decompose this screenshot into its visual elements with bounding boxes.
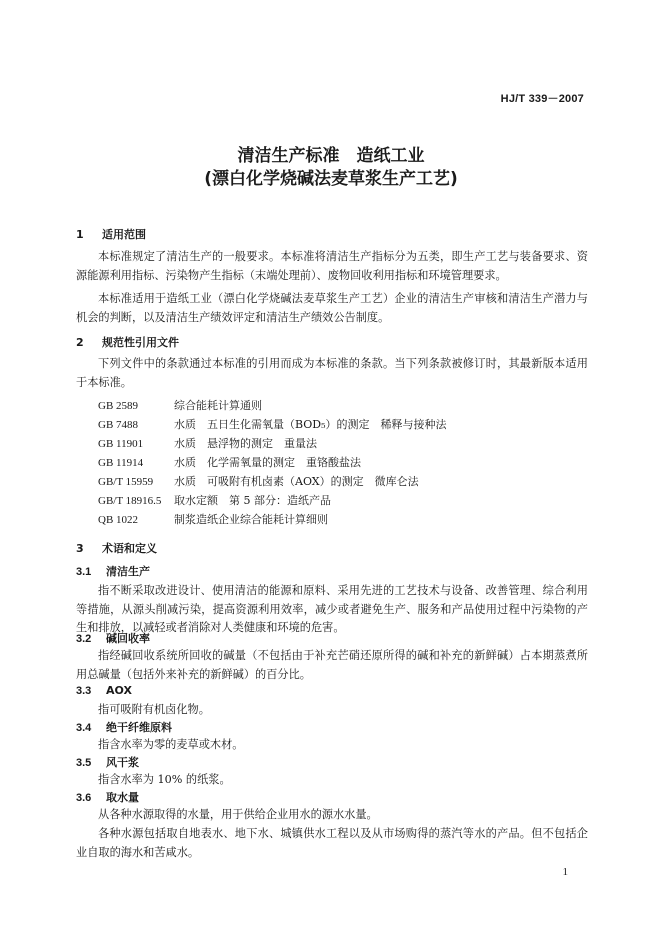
subsection-number: 3.3 bbox=[76, 685, 92, 697]
subsection-title: 取水量 bbox=[106, 791, 139, 804]
subsection-title: 碱回收率 bbox=[106, 632, 150, 645]
subsection-heading bbox=[76, 563, 150, 579]
subsection-text: 指可吸附有机卤化物。 bbox=[98, 703, 210, 716]
subsection-number: 3.6 bbox=[76, 792, 92, 804]
reference-title: 综合能耗计算通则 bbox=[174, 399, 262, 412]
reference-title: 水质 五日生化需氧量（BOD₅）的测定 稀释与接种法 bbox=[174, 418, 447, 431]
section-title: 规范性引用文件 bbox=[102, 336, 179, 349]
reference-item bbox=[98, 511, 328, 527]
subsection-number: 3.2 bbox=[76, 633, 92, 645]
document-subtitle: (漂白化学烧碱法麦草浆生产工艺) bbox=[204, 169, 458, 189]
section-title: 适用范围 bbox=[102, 228, 146, 241]
section-1-paragraph-1: 本标准规定了清洁生产的一般要求。本标准将清洁生产指标分为五类，即生产工艺与装备要求、资源能源利用指标、污染物产生指标（末端处理前）、废物回收利用指标和环境管理要求。 bbox=[76, 250, 588, 282]
section-3-heading bbox=[76, 540, 157, 556]
reference-item bbox=[98, 435, 317, 451]
reference-code: GB 11901 bbox=[98, 438, 144, 450]
section-number: 1 bbox=[76, 228, 84, 241]
subsection-title: 清洁生产 bbox=[106, 565, 150, 578]
reference-item bbox=[98, 416, 447, 432]
reference-title: 水质 可吸附有机卤素（AOX）的测定 微库仑法 bbox=[174, 475, 419, 488]
reference-item bbox=[98, 397, 262, 413]
section-number: 3 bbox=[76, 542, 84, 555]
section-2-heading bbox=[76, 334, 179, 350]
standard-number: HJ/T 339－2007 bbox=[500, 93, 584, 105]
subsection-number: 3.4 bbox=[76, 722, 92, 734]
subsection-text: 从各种水源取得的水量，用于供给企业用水的源水水量。 bbox=[98, 808, 378, 821]
reference-code: GB 11914 bbox=[98, 457, 144, 469]
section-2-paragraph-1: 下列文件中的条款通过本标准的引用而成为本标准的条款。当下列条款被修订时，其最新版本适用于本标准。 bbox=[76, 357, 588, 389]
section-1-paragraph-2: 本标准适用于造纸工业（漂白化学烧碱法麦草浆生产工艺）企业的清洁生产审核和清洁生产潜力与机会的判断，以及清洁生产绩效评定和清洁生产绩效公告制度。 bbox=[76, 292, 588, 324]
subsection-heading bbox=[76, 754, 139, 770]
reference-code: GB/T 15959 bbox=[98, 476, 154, 488]
subsection-title: AOX bbox=[106, 684, 132, 697]
reference-title: 水质 化学需氧量的测定 重铬酸盐法 bbox=[174, 456, 361, 469]
subsection-text: 各种水源包括取自地表水、地下水、城镇供水工程以及从市场购得的蒸汽等水的产品。但不包括企业自取的海水和苦咸水。 bbox=[76, 827, 588, 859]
subsection-number: 3.1 bbox=[76, 566, 92, 578]
subsection-number: 3.5 bbox=[76, 757, 92, 769]
section-number: 2 bbox=[76, 336, 84, 349]
reference-code: GB 7488 bbox=[98, 419, 139, 431]
reference-code: QB 1022 bbox=[98, 514, 139, 526]
reference-code: GB/T 18916.5 bbox=[98, 495, 162, 507]
reference-item bbox=[98, 473, 419, 489]
page-number: 1 bbox=[562, 866, 568, 878]
reference-title: 制浆造纸企业综合能耗计算细则 bbox=[174, 513, 328, 526]
reference-code: GB 2589 bbox=[98, 400, 139, 412]
reference-item bbox=[98, 492, 331, 508]
subsection-text: 指含水率为 10% 的纸浆。 bbox=[98, 773, 231, 786]
subsection-heading bbox=[76, 684, 132, 697]
subsection-text: 指含水率为零的麦草或木材。 bbox=[98, 738, 244, 751]
reference-title: 取水定额 第 5 部分：造纸产品 bbox=[174, 494, 331, 507]
subsection-text: 指不断采取改进设计、使用清洁的能源和原料、采用先进的工艺技术与设备、改善管理、综合利用等措施，从源头削减污染，提高资源利用效率，减少或者避免生产、服务和产品使用过程中污染物的产生和排放，以减轻或者消除对人类健康和环境的危害。 bbox=[76, 584, 588, 635]
subsection-text: 指经碱回收系统所回收的碱量（不包括由于补充芒硝还原所得的碱和补充的新鲜碱）占本期蒸煮所用总碱量（包括外来补充的新鲜碱）的百分比。 bbox=[76, 649, 588, 681]
subsection-title: 绝干纤维原料 bbox=[106, 721, 172, 734]
subsection-title: 风干浆 bbox=[106, 756, 139, 769]
section-title: 术语和定义 bbox=[102, 542, 157, 555]
subsection-heading bbox=[76, 719, 172, 735]
document-title: 清洁生产标准 造纸工业 bbox=[237, 146, 425, 166]
subsection-heading bbox=[76, 789, 139, 805]
subsection-heading bbox=[76, 630, 150, 646]
reference-title: 水质 悬浮物的测定 重量法 bbox=[174, 437, 317, 450]
section-1-heading bbox=[76, 226, 146, 242]
reference-item bbox=[98, 454, 361, 470]
